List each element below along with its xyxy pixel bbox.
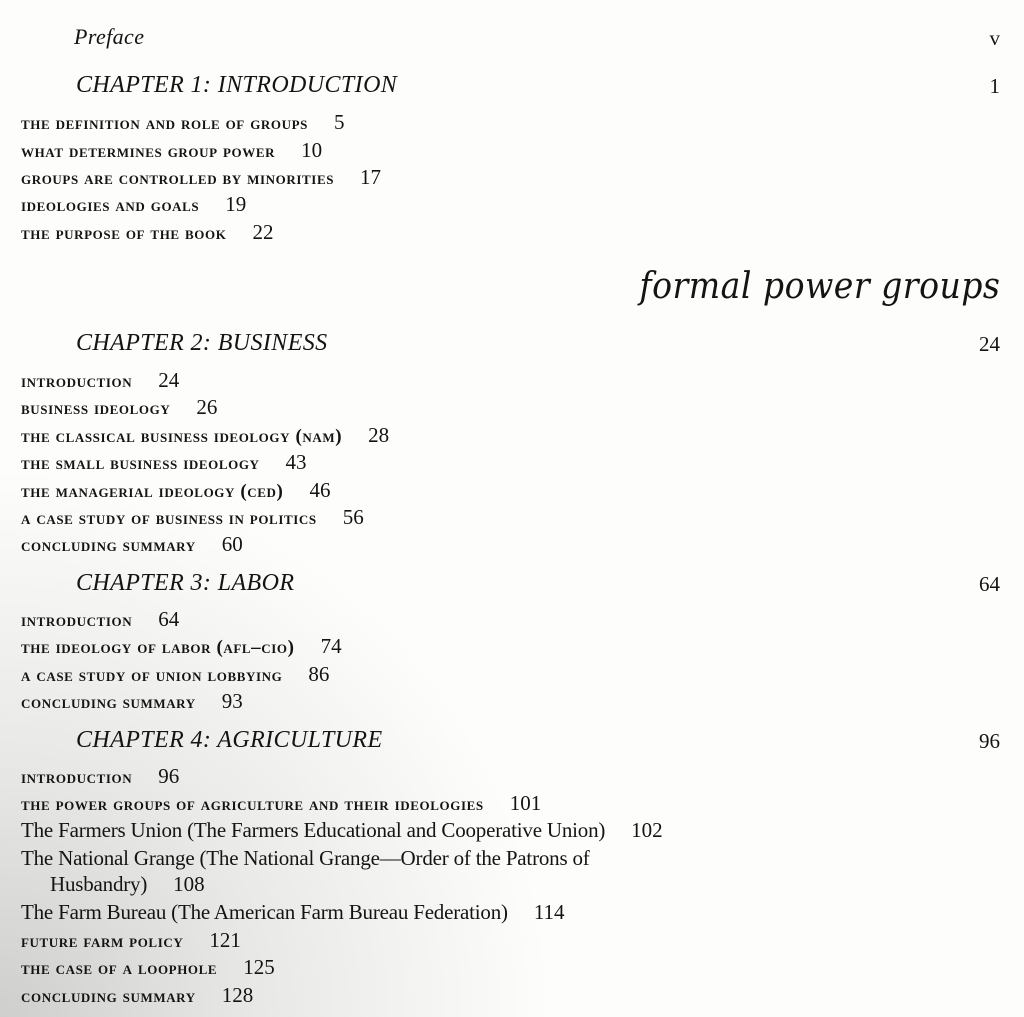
toc-entry-title: what determines group power — [21, 141, 276, 162]
toc-entry-page: 22 — [252, 220, 274, 244]
toc-entry-title: concluding summary — [21, 986, 196, 1007]
toc-entry — [21, 764, 179, 788]
toc-entry-page: 43 — [285, 450, 307, 474]
toc-subentry-page: 114 — [533, 900, 565, 924]
toc-entry-title: introduction — [21, 767, 133, 788]
toc-entry-title: groups are controlled by minorities — [21, 168, 335, 189]
toc-entry-title: business ideology — [21, 398, 171, 419]
toc-subentry-title: Husbandry) — [50, 872, 148, 896]
toc-subentry-page: 102 — [631, 818, 663, 842]
toc-subentry-title: The Farmers Union (The Farmers Educational and Cooperative Union) — [21, 818, 606, 842]
chapter-4-page: 96 — [979, 729, 1000, 753]
toc-entry-title: concluding summary — [21, 692, 196, 713]
toc-subentry — [21, 818, 663, 842]
toc-entry — [21, 450, 307, 474]
toc-entry-page: 125 — [243, 955, 275, 979]
chapter-3-heading: CHAPTER 3: LABOR — [76, 570, 295, 596]
chapter-1-heading: CHAPTER 1: INTRODUCTION — [76, 72, 398, 98]
toc-entry — [21, 395, 217, 419]
toc-entry-page: 5 — [333, 110, 345, 134]
toc-entry — [21, 138, 322, 162]
toc-entry-title: the classical business ideology (nam) — [21, 426, 343, 447]
toc-entry — [21, 634, 342, 658]
toc-entry-title: the managerial ideology (ced) — [21, 481, 284, 502]
toc-entry-page: 96 — [158, 764, 180, 788]
toc-entry — [21, 110, 344, 134]
toc-entry-page: 26 — [196, 395, 218, 419]
toc-entry-page: 24 — [158, 368, 180, 392]
toc-subentry-continuation — [50, 872, 205, 896]
toc-entry — [21, 505, 364, 529]
preface-row — [0, 24, 1000, 58]
toc-entry — [21, 955, 275, 979]
toc-entry-page: 10 — [301, 138, 323, 162]
preface-label: Preface — [74, 24, 145, 49]
toc-entry-title: future farm policy — [21, 931, 184, 952]
toc-entry-page: 93 — [221, 689, 243, 713]
toc-entry-page: 60 — [221, 532, 243, 556]
chapter-1-page: 1 — [989, 74, 1000, 98]
chapter-2-heading: CHAPTER 2: BUSINESS — [76, 330, 328, 356]
chapter-2-page: 24 — [979, 332, 1000, 356]
toc-entry-title: introduction — [21, 610, 133, 631]
toc-entry — [21, 220, 273, 244]
toc-entry — [21, 532, 243, 556]
chapter-3-page: 64 — [979, 572, 1000, 596]
toc-entry-title: the ideology of labor (afl–cio) — [21, 637, 295, 658]
toc-entry-title: the case of a loophole — [21, 958, 218, 979]
preface-page: v — [989, 26, 1000, 50]
toc-entry-page: 46 — [309, 478, 331, 502]
toc-entry-page: 74 — [320, 634, 342, 658]
toc-entry-title: a case study of business in politics — [21, 508, 317, 529]
toc-entry — [21, 423, 389, 447]
toc-entry-page: 56 — [342, 505, 364, 529]
toc-entry-title: the power groups of agriculture and their ideologies — [21, 794, 484, 815]
toc-entry-title: the definition and role of groups — [21, 113, 308, 134]
toc-entry-title: introduction — [21, 371, 133, 392]
part-title: formal power groups — [639, 266, 1000, 307]
toc-subentry-title: The Farm Bureau (The American Farm Bureau Federation) — [21, 900, 508, 924]
chapter-3-heading-row — [0, 570, 1000, 604]
toc-entry — [21, 983, 253, 1007]
toc-subentry-title: The National Grange (The National Grange—Order of the Patrons of — [21, 846, 590, 870]
toc-entry — [21, 192, 246, 216]
toc-subentry-page: 108 — [173, 872, 205, 896]
toc-entry-page: 86 — [308, 662, 330, 686]
toc-subentry — [21, 846, 590, 870]
toc-entry — [21, 165, 381, 189]
chapter-4-heading-row — [0, 727, 1000, 761]
toc-entry-title: concluding summary — [21, 535, 196, 556]
chapter-4-heading: CHAPTER 4: AGRICULTURE — [76, 727, 383, 753]
toc-entry — [21, 791, 541, 815]
toc-entry — [21, 368, 179, 392]
toc-subentry — [21, 900, 565, 924]
toc-entry — [21, 689, 243, 713]
toc-entry-title: ideologies and goals — [21, 195, 200, 216]
toc-entry-title: a case study of union lobbying — [21, 665, 283, 686]
toc-entry-title: the small business ideology — [21, 453, 260, 474]
toc-entry — [21, 928, 241, 952]
toc-entry-page: 64 — [158, 607, 180, 631]
toc-entry — [21, 607, 179, 631]
toc-entry — [21, 662, 329, 686]
toc-entry-page: 128 — [221, 983, 254, 1007]
chapter-1-heading-row — [0, 72, 1000, 106]
chapter-2-heading-row — [0, 330, 1000, 364]
toc-entry-page: 121 — [209, 928, 241, 952]
toc-entry-page: 101 — [509, 791, 542, 815]
toc-entry-title: the purpose of the book — [21, 223, 227, 244]
toc-entry-page: 28 — [368, 423, 390, 447]
toc-entry-page: 17 — [360, 165, 382, 189]
toc-entry — [21, 478, 330, 502]
toc-entry-page: 19 — [225, 192, 247, 216]
